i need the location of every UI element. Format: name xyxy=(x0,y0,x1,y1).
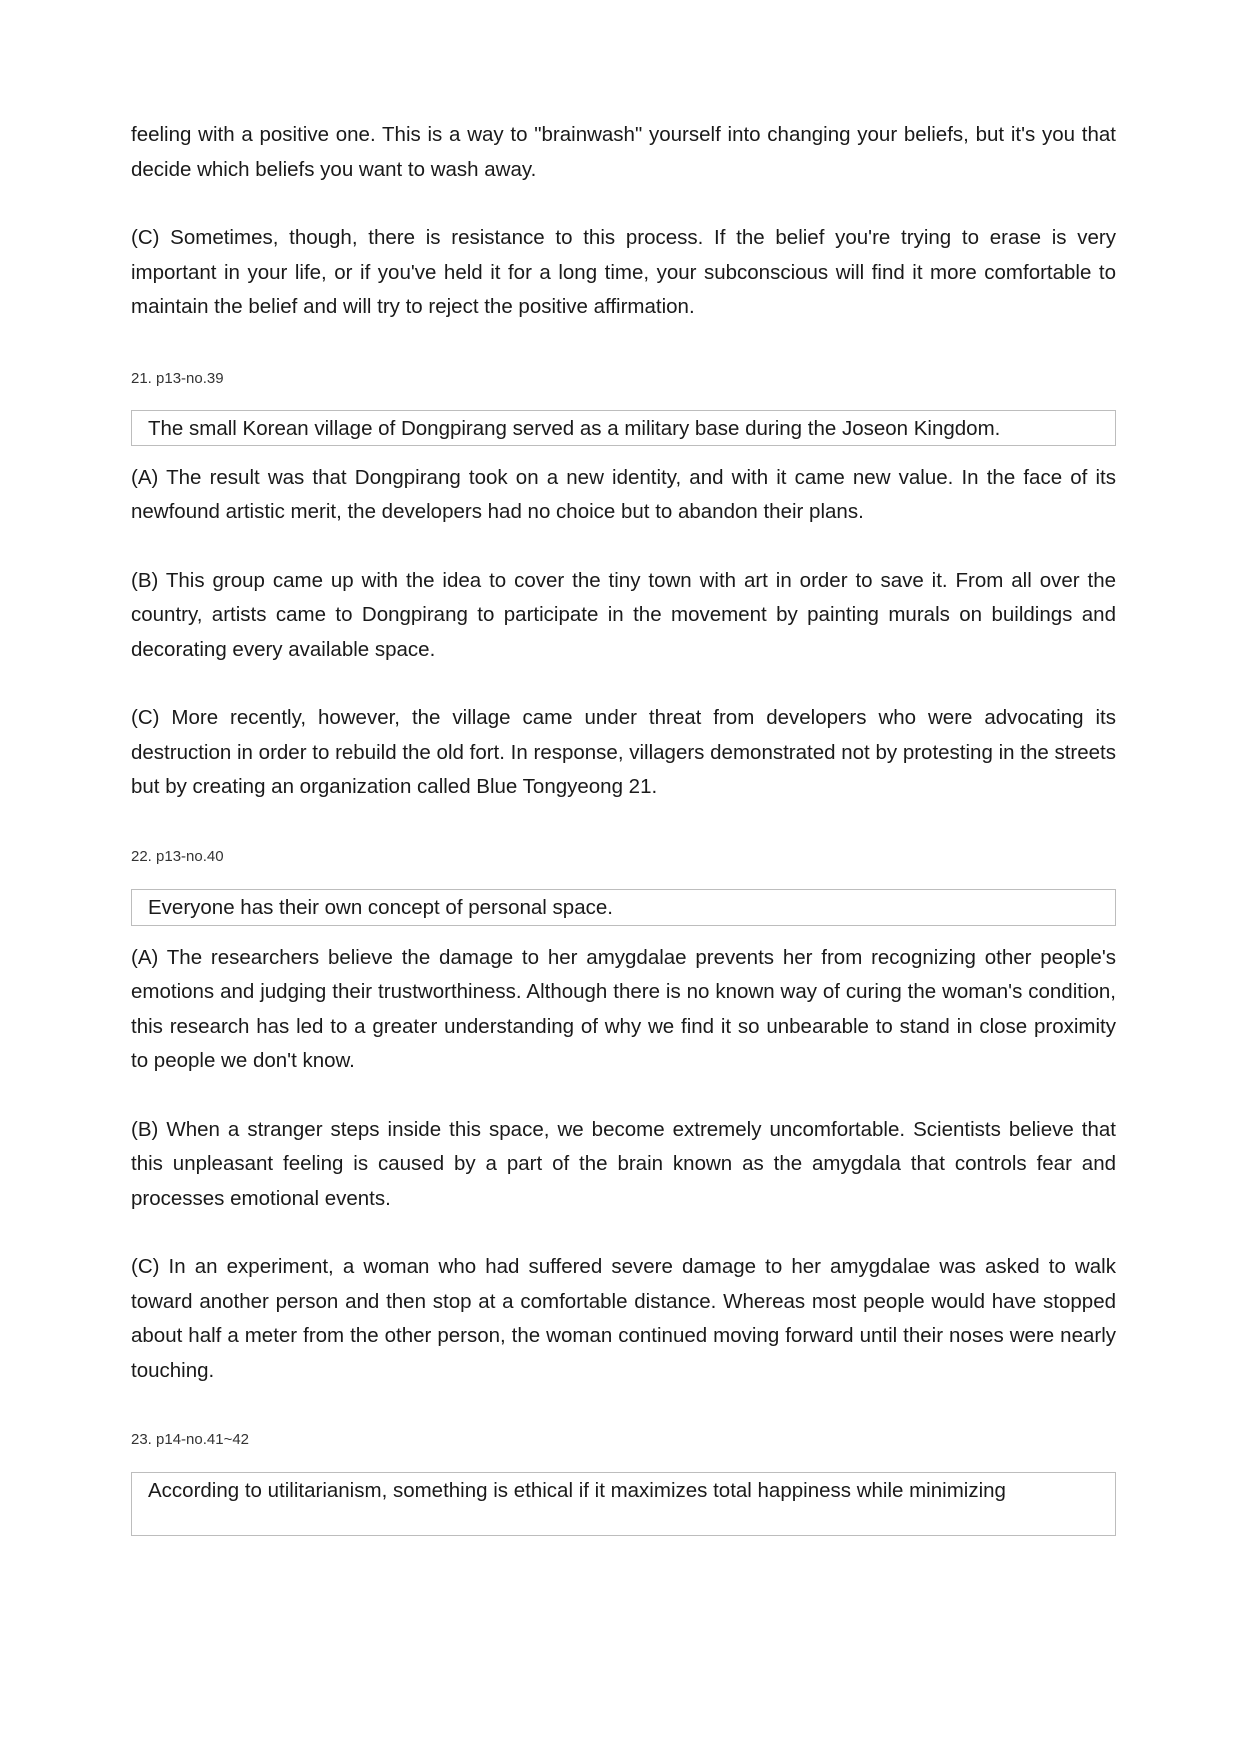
paragraph-a: (A) The result was that Dongpirang took on a new identity, and with it came new value. In the face of its newfound artistic merit, the developers had no choice but to abandon their plans. xyxy=(131,465,1116,523)
given-sentence: Everyone has their own concept of personal space. xyxy=(148,895,613,919)
paragraph-b: (B) This group came up with the idea to cover the tiny town with art in order to save it. From all over the country, artists came to Dongpirang to participate in the movement by painting murals on buildings and decorating every available space. xyxy=(131,568,1116,661)
document-page xyxy=(131,118,1116,1536)
paragraph-a: (A) The researchers believe the damage to her amygdalae prevents her from recognizing other people's emotions and judging their trustworthiness. Although there is no known way of curing the woman's condition, this research has led to a greater understanding of why we find it so unbearable to stand in close proximity to people we don't know. xyxy=(131,945,1116,1072)
given-sentence: According to utilitarianism, something is ethical if it maximizes total happiness while minimizing xyxy=(148,1479,1006,1502)
paragraph-c: (C) Sometimes, though, there is resistance to this process. If the belief you're trying to erase is very important in your life, or if you've held it for a long time, your subconscious will find it more comfortable to maintain the belief and will try to reject the positive affirmation. xyxy=(131,226,1116,318)
question-number: 23. p14-no.41~42 xyxy=(131,1431,250,1448)
continued-paragraph: feeling with a positive one. This is a way to "brainwash" yourself into changing your beliefs, but it's you that decide which beliefs you want to wash away. xyxy=(131,123,1116,181)
paragraph-c: (C) More recently, however, the village came under threat from developers who were advocating its destruction in order to rebuild the old fort. In response, villagers demonstrated not by protesting in the streets but by creating an organization called Blue Tongyeong 21. xyxy=(131,706,1116,798)
given-sentence-box xyxy=(131,410,1116,446)
paragraph-c: (C) In an experiment, a woman who had suffered severe damage to her amygdalae was asked to walk toward another person and then stop at a comfortable distance. Whereas most people would have stopped about half a meter from the other person, the woman continued moving forward until their noses were nearly touching. xyxy=(131,1255,1116,1382)
question-number: 22. p13-no.40 xyxy=(131,847,224,865)
given-sentence: The small Korean village of Dongpirang served as a military base during the Joseon Kingdom. xyxy=(148,416,1001,440)
given-sentence-box xyxy=(131,889,1116,926)
given-sentence-box xyxy=(131,1472,1116,1536)
question-number: 21. p13-no.39 xyxy=(131,369,224,387)
paragraph-b: (B) When a stranger steps inside this space, we become extremely uncomfortable. Scientists believe that this unpleasant feeling is caused by a part of the brain known as the amygdala that controls fear and processes emotional events. xyxy=(131,1117,1116,1210)
